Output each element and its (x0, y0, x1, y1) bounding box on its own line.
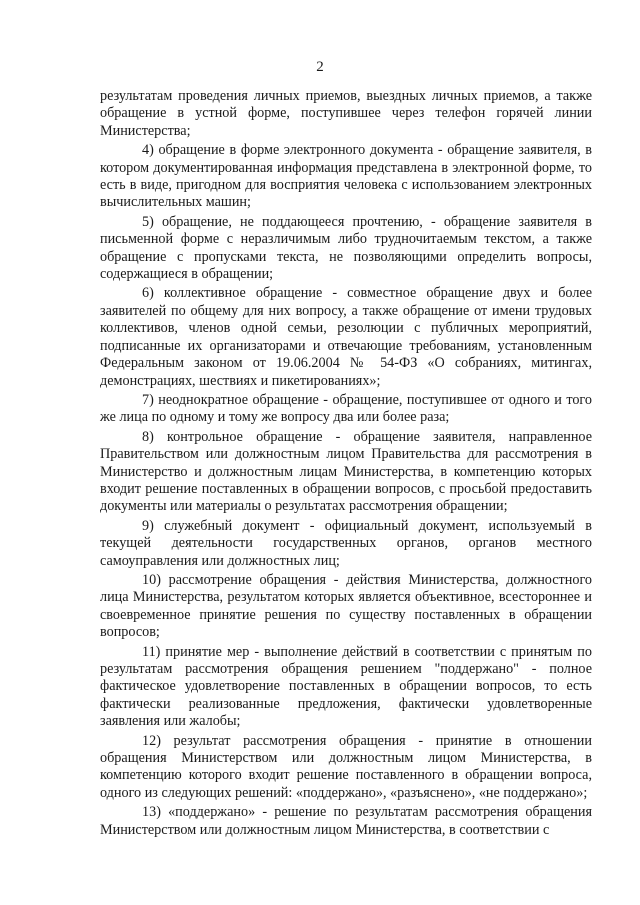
paragraph-item-5: 5) обращение, не поддающееся прочтению, - обращение заявителя в письменной форме с неразличимым либо трудночитаемым текстом, а также обращение с пропусками текста, не позволяющими определить вопросы, содержащиеся в обращении; (100, 213, 592, 283)
page-number: 2 (316, 59, 324, 75)
paragraph-item-9: 9) служебный документ - официальный документ, используемый в текущей деятельности государственных органов, органов местного самоуправления или должностных лиц; (100, 517, 592, 569)
paragraph-item-12: 12) результат рассмотрения обращения - принятие в отношении обращения Министерством или должностным лицом Министерства, в компетенцию которого входит решение поставленного в обращении вопроса, одного из следующих решений: «поддержано», «разъяснено», «не поддержано»; (100, 732, 592, 801)
document-body (100, 88, 592, 839)
paragraph-item-7: 7) неоднократное обращение - обращение, поступившее от одного и того же лица по одному и тому же вопросу два или более раза; (100, 391, 592, 426)
paragraph-item-10: 10) рассмотрение обращения - действия Министерства, должностного лица Министерства, результатом которых является объективное, всестороннее и своевременное принятие решения по существу поставленных в обращении вопросов; (100, 571, 592, 641)
paragraph-item-8: 8) контрольное обращение - обращение заявителя, направленное Правительством или должностным лицом Правительства для рассмотрения в Министерство и должностным лицам Министерства, в компетенцию которых входит решение поставленных в обращении вопросов, с просьбой предоставить документы или материалы о результатах рассмотрения обращении; (100, 428, 592, 515)
paragraph-continuation: результатам проведения личных приемов, выездных личных приемов, а также обращение в устной форме, поступившее через телефон горячей линии Министерства; (100, 88, 592, 139)
paragraph-item-4: 4) обращение в форме электронного документа - обращение заявителя, в котором документированная информация представлена в электронной форме, то есть в виде, пригодном для восприятия человека с использованием электронных вычислительных машин; (100, 142, 592, 211)
paragraph-item-6: 6) коллективное обращение - совместное обращение двух и более заявителей по общему для них вопросу, а также обращение от имени трудовых коллективов, членов одной семьи, резолюции с публичных мероприятий, подписанные их организаторами и отвечающие требованиям, установленным Федеральным законом от 19.06.2004 № 54-ФЗ «О собраниях, митингах, демонстрациях, шествиях и пикетированиях»; (100, 285, 592, 389)
paragraph-item-13: 13) «поддержано» - решение по результатам рассмотрения обращения Министерством или должностным лицом Министерства, в соответствии с (100, 804, 592, 838)
paragraph-item-11: 11) принятие мер - выполнение действий в соответствии с принятым по результатам рассмотрения обращения решением "поддержано" - полное фактическое удовлетворение поставленных в обращении вопросов, то есть фактически реализованные предложения, фактически удовлетворенные заявления или жалобы; (100, 643, 592, 730)
